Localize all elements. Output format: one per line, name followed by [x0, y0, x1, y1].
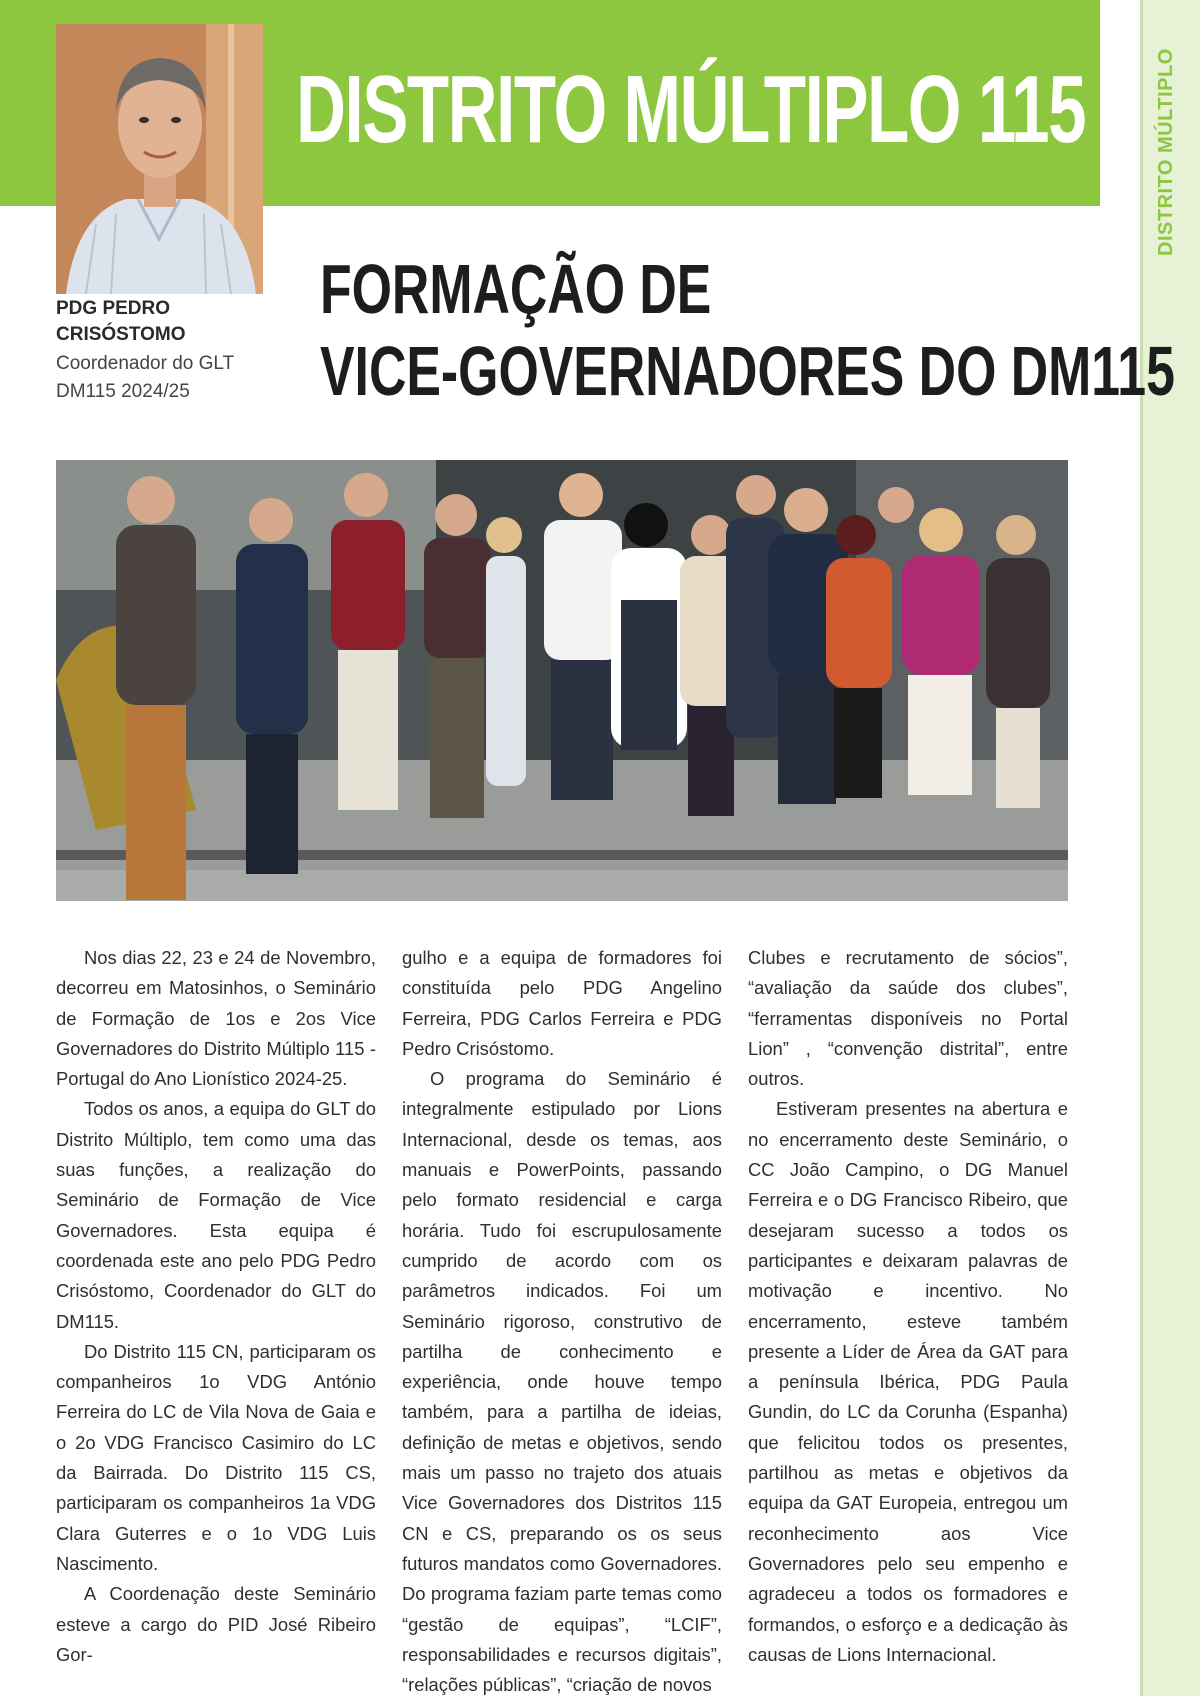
paragraph: A Coordenação deste Seminário esteve a cargo do PID José Ribeiro Gor-	[56, 1583, 376, 1665]
group-photo-image	[56, 460, 1068, 901]
paragraph: Estiveram presentes na abertura e no encerramento deste Seminário, o CC João Campino, o DG Manuel Ferreira e o DG Francisco Ribeiro, que desejaram sucesso a todos os participantes e deixaram palavras de motivação e incentivo. No encerramento, esteve também presente a Líder de Área da GAT para a península Ibérica, PDG Paula Gundin, do LC da Corunha (Espanha) que felicitou todos os presentes, partilhou as metas e objetivos da equipa da GAT Europeia, entregou um reconhecimento aos Vice Governadores pelo seu empenho e agradeceu a todos os formadores e formandos, o esforço e a dedicação às causas de Lions Internacional.	[748, 1098, 1068, 1665]
section-title: DISTRITO MÚLTIPLO 115	[296, 56, 1086, 163]
author-portrait-image	[56, 24, 263, 294]
paragraph: O programa do Seminário é integralmente estipulado por Lions Internacional, desde os temas, aos manuais e PowerPoints, passando pelo formato residencial e carga horária. Tudo foi escrupulosamente cumprido de acordo com os parâmetros indicados. Foi um Seminário rigoroso, construtivo de partilha de conhecimento e experiência, onde houve tempo também, para a partilha de ideias, definição de metas e objetivos, sendo mais um passo no trajeto dos atuais Vice Governadores dos Distritos 115 CN e CS, preparando os os seus futuros mandatos como Governadores. Do programa faziam parte temas como “gestão de equipas”, “LCIF”, responsabilidades e recursos digitais”, “relações públicas”, “criação de novos	[402, 1068, 722, 1696]
headline-line-2: VICE-GOVERNADORES DO DM115	[320, 332, 1175, 410]
group-photo	[56, 460, 1068, 901]
paragraph: Nos dias 22, 23 e 24 de Novembro, decorreu em Matosinhos, o Seminário de Formação de 1os e 2os Vice Governadores do Distrito Múltiplo 115 - Portugal do Ano Lionístico 2024-25.	[56, 947, 376, 1090]
paragraph: Todos os anos, a equipa do GLT do Distrito Múltiplo, tem como uma das suas funções, a realização do Seminário de Formação de Vice Governadores. Esta equipa é coordenada este ano pelo PDG Pedro Crisóstomo, Coordenador do GLT do DM115.	[56, 1098, 376, 1332]
article-column-1	[56, 943, 376, 1670]
article-headline	[320, 248, 1175, 412]
author-name: PDG PEDRO CRISÓSTOMO	[56, 298, 186, 345]
author-portrait	[56, 24, 263, 294]
article-column-2	[402, 943, 722, 1700]
headline-line-1: FORMAÇÃO DE	[320, 250, 712, 328]
sidebar-label: DISTRITO MÚLTIPLO	[1155, 48, 1177, 256]
paragraph: Do Distrito 115 CN, participaram os companheiros 1o VDG António Ferreira do LC de Vila Nova de Gaia e o 2o VDG Francisco Casimiro do LC da Bairrada. Do Distrito 115 CS, participaram os companheiros 1a VDG Clara Guterres e o 1o VDG Luis Nascimento.	[56, 1340, 376, 1574]
author-role: Coordenador do GLT DM115 2024/25	[56, 353, 234, 402]
paragraph: gulho e a equipa de formadores foi constituída pelo PDG Angelino Ferreira, PDG Carlos Ferreira e PDG Pedro Crisóstomo.	[402, 947, 722, 1059]
article-column-3	[748, 943, 1068, 1670]
paragraph: Clubes e recrutamento de sócios”, “avaliação da saúde dos clubes”, “ferramentas disponíveis no Portal Lion” , “convenção distrital”, entre outros.	[748, 947, 1068, 1090]
